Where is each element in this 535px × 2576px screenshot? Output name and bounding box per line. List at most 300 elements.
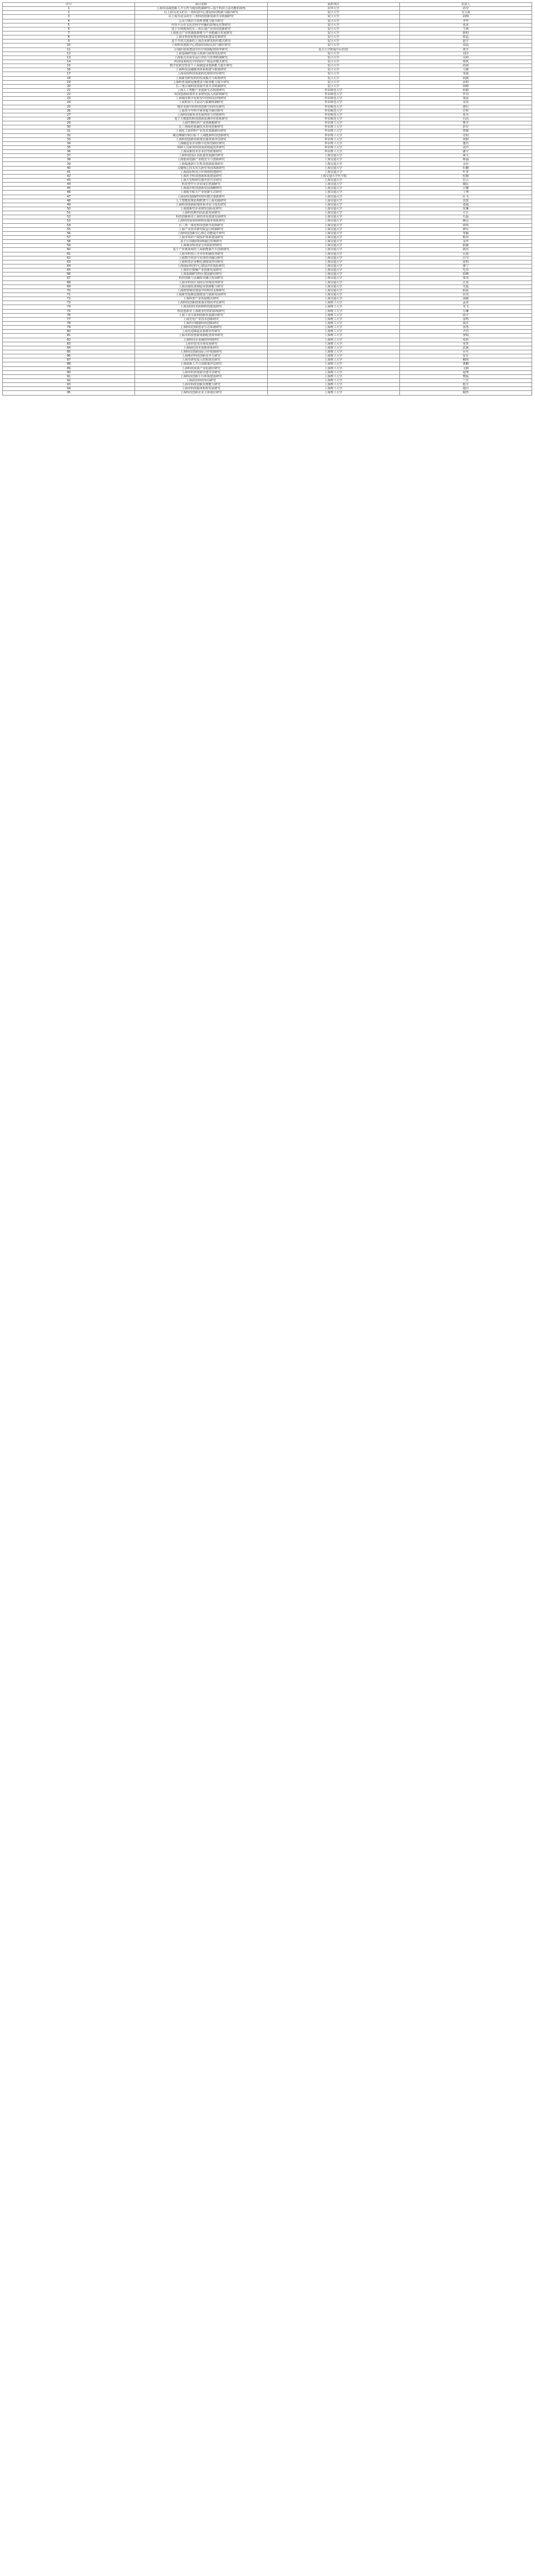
row-number: 42 xyxy=(3,174,135,178)
project-title: 上海市科普资源共建共享研究 xyxy=(135,370,267,374)
institution: 上海交通大学 xyxy=(267,252,399,256)
institution: 上海理工大学 xyxy=(267,387,399,391)
table-row xyxy=(3,48,532,52)
table-row xyxy=(3,19,532,23)
principal-investigator: 贺军 xyxy=(399,354,532,358)
principal-investigator: 张涛 xyxy=(399,23,532,27)
principal-investigator: 胡锦 xyxy=(399,15,532,19)
row-number: 38 xyxy=(3,158,135,162)
institution: 复旦大学 xyxy=(267,64,399,68)
project-title: 长三角一体化科技创新共同体研究 xyxy=(135,223,267,227)
table-row xyxy=(3,231,532,235)
project-title: 上海智慧城市建设中的科技支撑研究 xyxy=(135,289,267,293)
row-number: 86 xyxy=(3,354,135,358)
principal-investigator: 陶然 xyxy=(399,391,532,395)
table-row xyxy=(3,158,532,162)
principal-investigator: 曾敏 xyxy=(399,129,532,133)
project-title: 公众与城市主体科普能力提升研究 xyxy=(135,19,267,23)
table-row xyxy=(3,285,532,289)
institution: 华东师范大学 xyxy=(267,88,399,92)
row-number: 4 xyxy=(3,19,135,23)
project-title: 上海光电产业技术创新研究 xyxy=(135,317,267,321)
institution: 上海交通大学 xyxy=(267,215,399,219)
row-number: 69 xyxy=(3,285,135,289)
row-number: 50 xyxy=(3,207,135,211)
table-row xyxy=(3,72,532,76)
principal-investigator: 邵敏 xyxy=(399,297,532,301)
project-title: 上海科技创新企业主体地位研究 xyxy=(135,391,267,395)
institution: 上海理工大学 xyxy=(267,338,399,342)
project-title: 上海化工新材料产业技术创新路径研究 xyxy=(135,129,267,133)
row-number: 65 xyxy=(3,268,135,272)
principal-investigator: 胡斌 xyxy=(399,76,532,80)
project-title: 上海临港新片区科技创新政策研究 xyxy=(135,162,267,166)
project-title: 基于开放式创新的上海企业研发组织模式研究 xyxy=(135,39,267,44)
table-row xyxy=(3,199,532,203)
row-number: 23 xyxy=(3,97,135,101)
institution: 上海交通大学 xyxy=(267,260,399,264)
table-row xyxy=(3,195,532,199)
row-number: 8 xyxy=(3,35,135,39)
principal-investigator: 杜鹏 xyxy=(399,166,532,170)
table-row xyxy=(3,88,532,92)
institution: 上海交通大学 xyxy=(267,280,399,285)
table-row xyxy=(3,227,532,231)
table-row xyxy=(3,321,532,325)
row-number: 28 xyxy=(3,117,135,121)
table-row xyxy=(3,97,532,101)
row-number: 79 xyxy=(3,326,135,330)
project-title: 上海市高端创新人才引育与使用机制研究—基于科技立法功能的视角 xyxy=(135,7,267,11)
institution: 上海交通大学 xyxy=(267,272,399,276)
principal-investigator: 潘宇 xyxy=(399,150,532,154)
table-row xyxy=(3,129,532,133)
institution: 复旦大学 xyxy=(267,80,399,84)
table-row xyxy=(3,305,532,309)
institution: 上海理工大学 xyxy=(267,321,399,325)
row-number: 13 xyxy=(3,56,135,60)
principal-investigator: 范琳 xyxy=(399,207,532,211)
institution: 上海交通大学 xyxy=(267,227,399,231)
table-row xyxy=(3,387,532,391)
table-row xyxy=(3,113,532,117)
principal-investigator: 赖琪 xyxy=(399,358,532,362)
table-row xyxy=(3,80,532,84)
row-number: 56 xyxy=(3,231,135,235)
principal-investigator: 黎娟 xyxy=(399,334,532,338)
row-number: 73 xyxy=(3,301,135,305)
table-row xyxy=(3,219,532,223)
principal-investigator: 汤勇 xyxy=(399,326,532,330)
institution: 上海理工大学 xyxy=(267,358,399,362)
table-row xyxy=(3,301,532,305)
row-number: 93 xyxy=(3,383,135,387)
row-number: 49 xyxy=(3,203,135,207)
project-title: 科技创新政策对企业研发投入的影响研究 xyxy=(135,93,267,97)
principal-investigator: 朱丽 xyxy=(399,72,532,76)
institution: 上海交通大学 xyxy=(267,297,399,301)
project-title: 上海科普产业发展模式研究 xyxy=(135,297,267,301)
institution: 上海交通大学 xyxy=(267,244,399,248)
table-row xyxy=(3,44,532,48)
principal-investigator: 文静 xyxy=(399,366,532,370)
table-row xyxy=(3,179,532,183)
table-row xyxy=(3,105,532,109)
institution: 复旦大学 xyxy=(267,84,399,88)
project-title: 上海科技服务业发展现状与对策研究 xyxy=(135,113,267,117)
institution: 上海交通大学 xyxy=(267,170,399,174)
institution: 华东理工大学 xyxy=(267,121,399,125)
project-title: 上海科技创新创业生态系统研究 xyxy=(135,326,267,330)
institution: 上海理工大学 xyxy=(267,317,399,321)
row-number: 30 xyxy=(3,125,135,129)
institution: 上海理工大学 xyxy=(267,309,399,313)
principal-investigator: 江涛 xyxy=(399,280,532,285)
row-number: 71 xyxy=(3,293,135,297)
institution: 上海理工大学 xyxy=(267,350,399,354)
table-row xyxy=(3,39,532,44)
institution: 上海交通大学 xyxy=(267,268,399,272)
table-row xyxy=(3,391,532,395)
row-number: 89 xyxy=(3,366,135,370)
table-row xyxy=(3,330,532,334)
table-row xyxy=(3,264,532,268)
principal-investigator: 史磊 xyxy=(399,285,532,289)
table-row xyxy=(3,35,532,39)
row-number: 84 xyxy=(3,346,135,350)
project-title: 上海绿色技术创新体系研究 xyxy=(135,346,267,350)
institution: 复旦大学 xyxy=(267,56,399,60)
principal-investigator: 石磊 xyxy=(399,215,532,219)
table-row xyxy=(3,187,532,191)
institution: 上海理工大学 xyxy=(267,354,399,358)
table-body xyxy=(3,7,532,395)
project-title: 基于区块链的科研诚信管理研究 xyxy=(135,240,267,244)
principal-investigator: 谭琪 xyxy=(399,223,532,227)
institution: 复旦大学 xyxy=(267,76,399,80)
principal-investigator: 彭军 xyxy=(399,125,532,129)
institution: 上海交通大学 xyxy=(267,276,399,280)
table-row xyxy=(3,252,532,256)
institution: 复旦大学附属中山医院 xyxy=(267,48,399,52)
principal-investigator: 高明 xyxy=(399,80,532,84)
institution: 上海交通大学 xyxy=(267,187,399,191)
principal-investigator: 任飞 xyxy=(399,195,532,199)
institution: 华东理工大学 xyxy=(267,145,399,149)
row-number: 52 xyxy=(3,215,135,219)
table-row xyxy=(3,378,532,382)
principal-investigator: 何静 xyxy=(399,88,532,92)
institution: 上海理工大学 xyxy=(267,313,399,317)
project-title: 上海科技创新政策落实情况评估研究 xyxy=(135,301,267,305)
row-number: 64 xyxy=(3,264,135,268)
principal-investigator: 顾晨 xyxy=(399,289,532,293)
table-row xyxy=(3,101,532,105)
table-row xyxy=(3,207,532,211)
project-title: 上海数字经济与实体经济融合研究 xyxy=(135,256,267,260)
table-row xyxy=(3,236,532,240)
institution: 上海交通大学 xyxy=(267,179,399,183)
row-number: 66 xyxy=(3,272,135,276)
principal-investigator: 陆敏 xyxy=(399,244,532,248)
table-row xyxy=(3,15,532,19)
principal-investigator: 魏东 xyxy=(399,183,532,187)
table-row xyxy=(3,342,532,346)
table-row xyxy=(3,137,532,141)
project-title: 上海科技成果转移转化服务体系研究 xyxy=(135,219,267,223)
row-number: 32 xyxy=(3,133,135,137)
principal-investigator: 方正 xyxy=(399,211,532,215)
project-title: 上海科技期刊高质量发展研究 xyxy=(135,211,267,215)
row-number: 17 xyxy=(3,72,135,76)
project-title: 上海科技创新券政策实施效果评估研究 xyxy=(135,137,267,141)
institution: 上海交通大学 xyxy=(267,256,399,260)
project-list-table xyxy=(2,2,532,396)
table-row xyxy=(3,145,532,149)
project-title: 上海科普基础设施建设与服务能力提升研究 xyxy=(135,80,267,84)
project-title: 上海市科技创新资源配置效率研究 xyxy=(135,334,267,338)
row-number: 95 xyxy=(3,391,135,395)
institution: 华东师范大学 xyxy=(267,117,399,121)
project-title: 基于产业链视角的上海新能源汽车创新研究 xyxy=(135,248,267,252)
project-title: 区域医联体建设中医疗资源配置效率研究 xyxy=(135,48,267,52)
table-row xyxy=(3,260,532,264)
row-number: 47 xyxy=(3,195,135,199)
institution: 上海交通大学 xyxy=(267,158,399,162)
project-title: 上海创新人才引进政策评估研究 xyxy=(135,362,267,366)
row-number: 77 xyxy=(3,317,135,321)
principal-investigator: 丁博 xyxy=(399,191,532,195)
row-number: 87 xyxy=(3,358,135,362)
row-number: 7 xyxy=(3,31,135,35)
project-title: 上海基础研究特区建设路径研究 xyxy=(135,272,267,276)
table-row xyxy=(3,354,532,358)
project-title: 内容平台社交化对科学传播的影响及对策研究 xyxy=(135,23,267,27)
table-row xyxy=(3,326,532,330)
row-number: 40 xyxy=(3,166,135,170)
principal-investigator: 赵宇 xyxy=(399,39,532,44)
institution: 上海理工大学 xyxy=(267,330,399,334)
principal-investigator: 徐晶 xyxy=(399,35,532,39)
table-row xyxy=(3,125,532,129)
project-title: 科技创新对上海就业结构的影响研究 xyxy=(135,309,267,313)
row-number: 57 xyxy=(3,236,135,240)
table-row xyxy=(3,170,532,174)
table-row xyxy=(3,358,532,362)
principal-investigator: 梁晨 xyxy=(399,97,532,101)
principal-investigator: 沈悦 xyxy=(399,199,532,203)
principal-investigator: 邱峰 xyxy=(399,272,532,276)
principal-investigator: 段宇 xyxy=(399,313,532,317)
principal-investigator: 万琳 xyxy=(399,309,532,313)
institution: 华东师范大学 xyxy=(267,109,399,113)
row-number: 18 xyxy=(3,76,135,80)
principal-investigator: 宋杰 xyxy=(399,101,532,105)
project-title: 科技型中小企业成长机制研究 xyxy=(135,183,267,187)
institution: 华东理工大学 xyxy=(267,137,399,141)
project-title: 上海市研发投入结构优化研究 xyxy=(135,358,267,362)
principal-investigator: 乔丹 xyxy=(399,350,532,354)
table-row xyxy=(3,166,532,170)
principal-investigator: 侯杰 xyxy=(399,293,532,297)
principal-investigator: 吕娜 xyxy=(399,187,532,191)
project-title: 科技创新驱动上海经济高质量发展研究 xyxy=(135,215,267,219)
institution: 华东师范大学 xyxy=(267,101,399,105)
table-row xyxy=(3,31,532,35)
principal-investigator: 刘洋 xyxy=(399,52,532,56)
principal-investigator: 尹浩 xyxy=(399,330,532,334)
project-title: 上海集成电路产业链安全与创新研究 xyxy=(135,158,267,162)
table-row xyxy=(3,133,532,137)
row-number: 16 xyxy=(3,68,135,72)
project-title: 上海医学科技创新体系建设研究 xyxy=(135,174,267,178)
row-number: 10 xyxy=(3,44,135,48)
principal-investigator: 秦岚 xyxy=(399,276,532,280)
row-number: 68 xyxy=(3,280,135,285)
project-title: 上海市科技伦理治理体系建设对策研究 xyxy=(135,35,267,39)
institution: 上海交通大学 xyxy=(267,162,399,166)
institution: 上海理工大学 xyxy=(267,346,399,350)
project-title: 上海重点实验室运行评估与管理机制研究 xyxy=(135,56,267,60)
principal-investigator: 康宁 xyxy=(399,264,532,268)
table-row xyxy=(3,334,532,338)
row-number: 26 xyxy=(3,109,135,113)
project-title: 上海科技企业孵化器绩效评价研究 xyxy=(135,260,267,264)
row-number: 34 xyxy=(3,141,135,145)
row-number: 82 xyxy=(3,338,135,342)
project-title: 上海基础研究投入机制与政策优化研究 xyxy=(135,52,267,56)
table-row xyxy=(3,56,532,60)
row-number: 31 xyxy=(3,129,135,133)
row-number: 74 xyxy=(3,305,135,309)
table-row xyxy=(3,150,532,154)
table-row xyxy=(3,52,532,56)
table-row xyxy=(3,84,532,88)
table-row xyxy=(3,68,532,72)
table-row xyxy=(3,64,532,68)
institution: 上海理工大学 xyxy=(267,374,399,378)
project-title: 上海新型基础设施建设与创新发展研究 xyxy=(135,293,267,297)
row-number: 33 xyxy=(3,137,135,141)
table-row xyxy=(3,268,532,272)
principal-investigator: 蒋文 xyxy=(399,154,532,158)
table-row xyxy=(3,346,532,350)
project-title: 上海科技创新中心建设的国际比较与路径研究 xyxy=(135,44,267,48)
project-title: 上海市技术市场发展研究 xyxy=(135,342,267,346)
project-title: 上海海洋科技创新发展战略研究 xyxy=(135,187,267,191)
principal-investigator: 钱芳 xyxy=(399,321,532,325)
table-row xyxy=(3,141,532,145)
principal-investigator: 龙飞 xyxy=(399,305,532,309)
principal-investigator: 冯亮 xyxy=(399,117,532,121)
row-number: 45 xyxy=(3,187,135,191)
table-row xyxy=(3,223,532,227)
row-number: 43 xyxy=(3,179,135,183)
institution: 复旦大学 xyxy=(267,15,399,19)
project-title: 上海工业互联网创新发展路径研究 xyxy=(135,313,267,317)
principal-investigator: 肖阳 xyxy=(399,133,532,137)
principal-investigator: 吴力波 xyxy=(399,11,532,15)
header-title: 项目名称 xyxy=(135,3,267,7)
institution: 华东理工大学 xyxy=(267,129,399,133)
principal-investigator: 田甜 xyxy=(399,137,532,141)
principal-investigator: 孟涛 xyxy=(399,301,532,305)
institution: 上海交通大学 xyxy=(267,231,399,235)
principal-investigator: 易欣 xyxy=(399,338,532,342)
row-number: 14 xyxy=(3,60,135,64)
principal-investigator: 唐红 xyxy=(399,105,532,109)
row-number: 29 xyxy=(3,121,135,125)
table-row xyxy=(3,317,532,321)
principal-investigator: 郑凯 xyxy=(399,60,532,64)
row-number: 54 xyxy=(3,223,135,227)
project-title: 上海航空航天产业创新生态研究 xyxy=(135,191,267,195)
institution: 上海理工大学 xyxy=(267,378,399,382)
header-org: 承担单位 xyxy=(267,3,399,7)
row-number: 15 xyxy=(3,64,135,68)
row-number: 25 xyxy=(3,105,135,109)
principal-investigator: 常青 xyxy=(399,342,532,346)
institution: 华东师范大学 xyxy=(267,105,399,109)
principal-investigator: 白雪 xyxy=(399,256,532,260)
institution: 上海理工大学 xyxy=(267,362,399,366)
institution: 上海理工大学 xyxy=(267,301,399,305)
table-row xyxy=(3,313,532,317)
principal-investigator: 董浩 xyxy=(399,141,532,145)
table-row xyxy=(3,109,532,113)
row-number: 53 xyxy=(3,219,135,223)
row-number: 81 xyxy=(3,334,135,338)
principal-investigator: 林峰 xyxy=(399,84,532,88)
principal-investigator: 庞博 xyxy=(399,370,532,374)
institution: 复旦大学 xyxy=(267,52,399,56)
table-row xyxy=(3,350,532,354)
row-number: 62 xyxy=(3,256,135,260)
institution: 上海交通大学 xyxy=(267,293,399,297)
institution: 复旦大学 xyxy=(267,60,399,64)
institution: 华东师范大学 xyxy=(267,97,399,101)
institution: 上海交通大学 xyxy=(267,211,399,215)
principal-investigator: 曹雪 xyxy=(399,121,532,125)
institution: 东华大学 xyxy=(267,7,399,11)
row-number: 5 xyxy=(3,23,135,27)
table-row xyxy=(3,248,532,252)
institution: 华东师范大学 xyxy=(267,113,399,117)
project-title: 上海科技创新中心核心功能提升研究 xyxy=(135,231,267,235)
project-title: 上海国际科技合作网络构建研究 xyxy=(135,170,267,174)
project-title: 科研人员职务科技成果权属改革研究 xyxy=(135,145,267,149)
principal-investigator: 蔡强 xyxy=(399,158,532,162)
principal-investigator: 李华 xyxy=(399,19,532,23)
row-number: 58 xyxy=(3,240,135,244)
institution: 上海交通大学 xyxy=(267,223,399,227)
principal-investigator: 程刚 xyxy=(399,174,532,178)
table-row xyxy=(3,117,532,121)
row-number: 60 xyxy=(3,248,135,252)
project-title: 上海国际科创中心建设评价指标研究 xyxy=(135,264,267,268)
row-number: 6 xyxy=(3,27,135,31)
principal-investigator: 姜超 xyxy=(399,203,532,207)
row-number: 92 xyxy=(3,378,135,382)
table-row xyxy=(3,27,532,31)
header-row xyxy=(3,3,532,7)
row-number: 12 xyxy=(3,52,135,56)
principal-investigator: 邓丹 xyxy=(399,113,532,117)
row-number: 37 xyxy=(3,154,135,158)
institution: 复旦大学 xyxy=(267,23,399,27)
header-lead: 负责人 xyxy=(399,3,532,7)
institution: 上海交通大学 xyxy=(267,264,399,268)
